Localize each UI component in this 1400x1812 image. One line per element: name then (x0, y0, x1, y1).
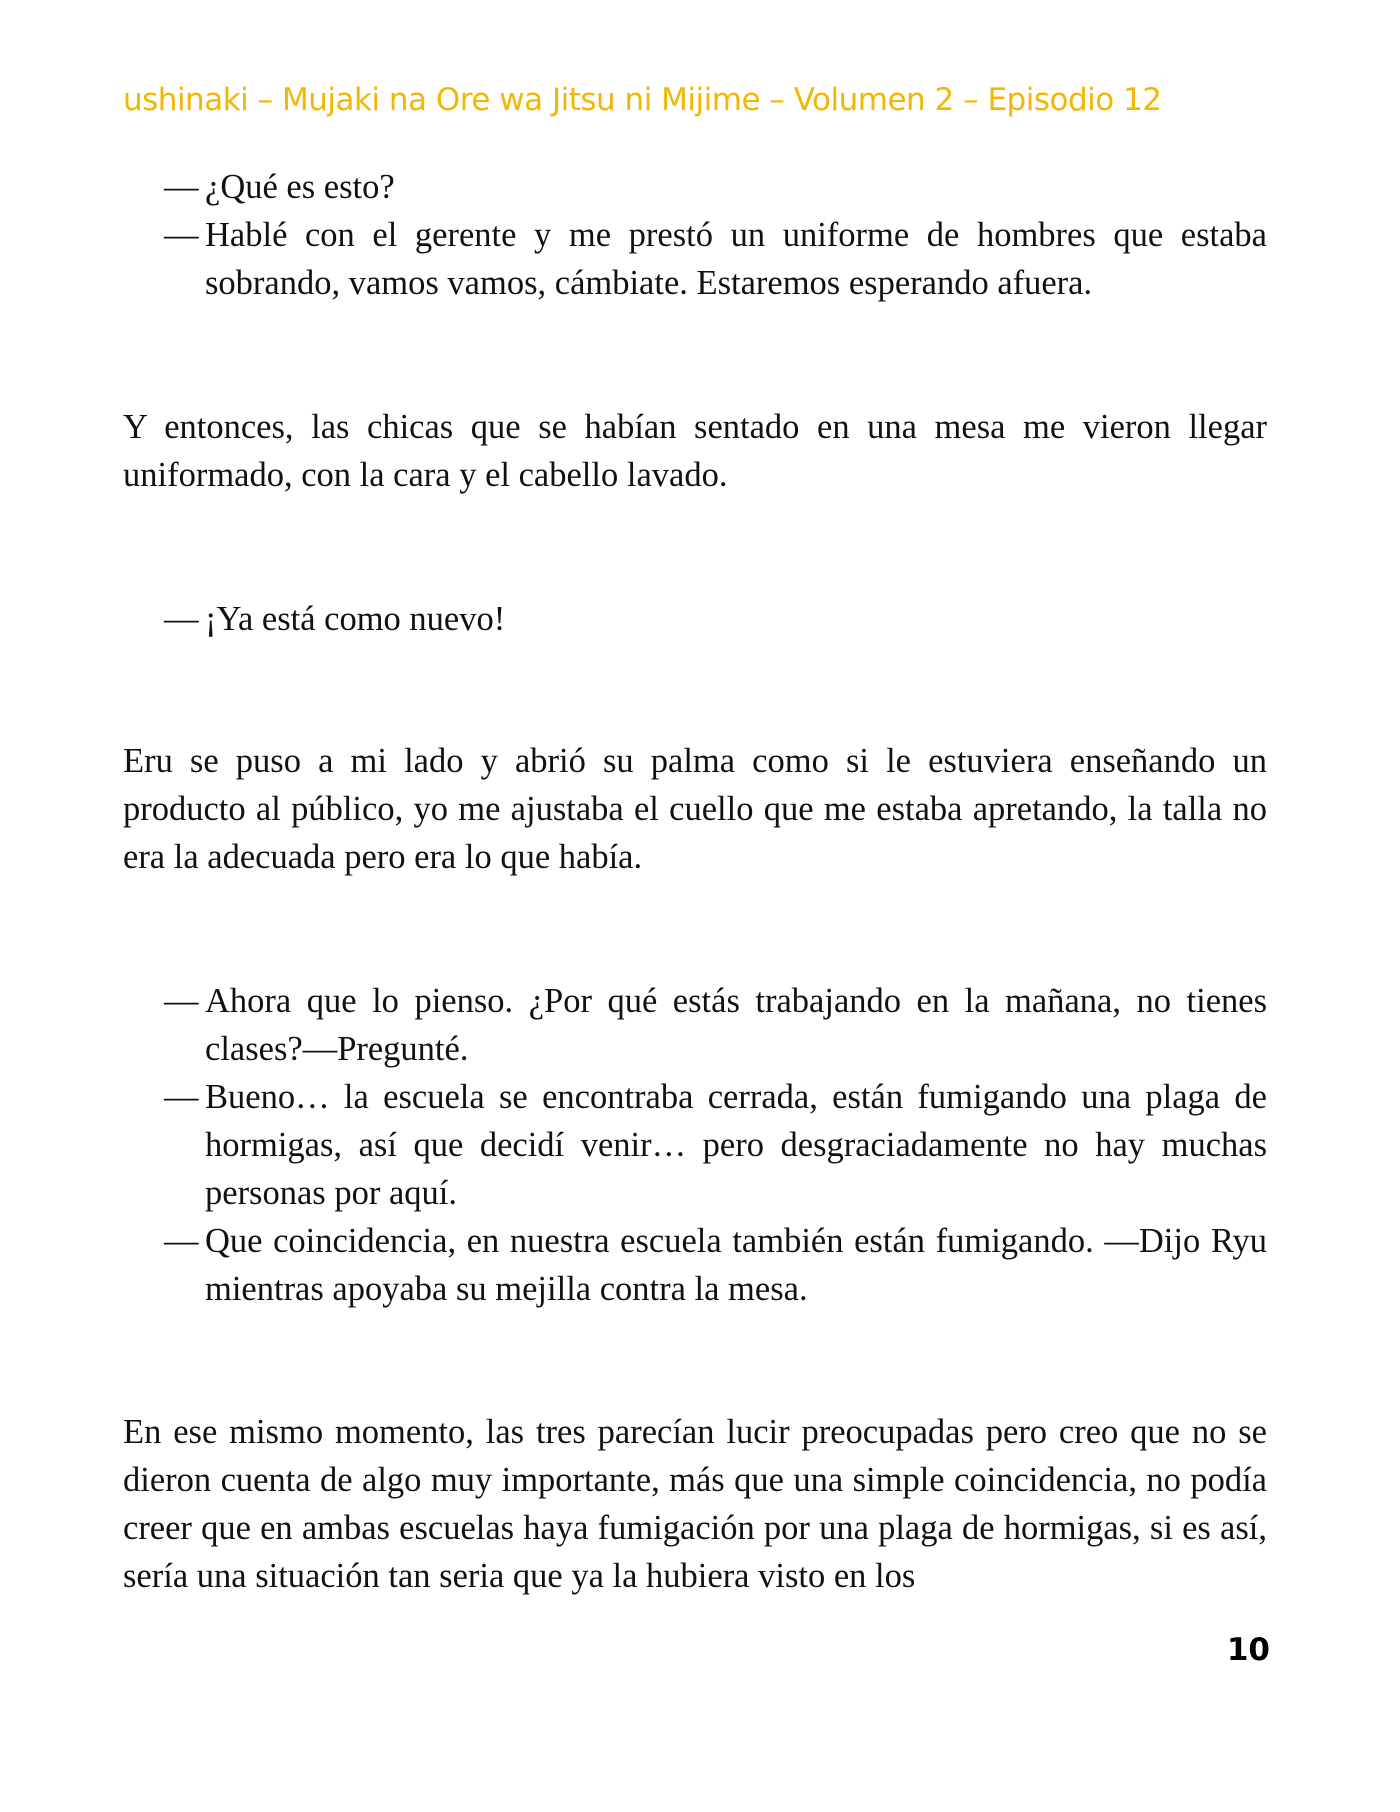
dialogue-text: Bueno… la escuela se encontraba cerrada, están fumigando una plaga de hormigas, así que decidí venir… pero desgraciadamente no hay muchas personas por aquí. (205, 1078, 1267, 1212)
dialogue-dash: — (164, 600, 199, 638)
dialogue-dash: — (164, 982, 199, 1020)
dialogue-block (164, 977, 1267, 1313)
dialogue-dash: — (164, 216, 199, 254)
running-header: ushinaki – Mujaki na Ore wa Jitsu ni Mijime – Volumen 2 – Episodio 12 (123, 82, 1162, 118)
dialogue-dash: — (164, 1222, 199, 1260)
dialogue-block (164, 595, 1267, 643)
paragraph: Eru se puso a mi lado y abrió su palma como si le estuviera enseñando un producto al público, yo me ajustaba el cuello que me estaba apretando, la talla no era la adecuada pero era lo que había. (123, 742, 1267, 876)
dialogue-block (164, 163, 1267, 307)
dialogue-text: ¡Ya está como nuevo! (205, 600, 506, 638)
page-number: 10 (1226, 1632, 1270, 1668)
dialogue-text: Hablé con el gerente y me prestó un uniforme de hombres que estaba sobrando, vamos vamos, cámbiate. Estaremos esperando afuera. (205, 216, 1267, 302)
dialogue-line (164, 1217, 1267, 1313)
dialogue-line (164, 163, 1267, 211)
dialogue-line (164, 211, 1267, 307)
dialogue-dash: — (164, 168, 199, 206)
dialogue-text: ¿Qué es esto? (205, 168, 395, 206)
dialogue-line (164, 1073, 1267, 1217)
dialogue-line (164, 595, 1267, 643)
dialogue-dash: — (164, 1078, 199, 1116)
paragraph: En ese mismo momento, las tres parecían lucir preocupadas pero creo que no se dieron cuenta de algo muy importante, más que una simple coincidencia, no podía creer que en ambas escuelas haya fumigación por una plaga de hormigas, si es así, sería una situación tan seria que ya la hubiera visto en los (123, 1413, 1267, 1595)
paragraph: Y entonces, las chicas que se habían sentado en una mesa me vieron llegar uniformado, con la cara y el cabello lavado. (123, 408, 1267, 494)
dialogue-text: Ahora que lo pienso. ¿Por qué estás trabajando en la mañana, no tienes clases?—Pregunté. (205, 982, 1267, 1068)
dialogue-text: Que coincidencia, en nuestra escuela también están fumigando. —Dijo Ryu mientras apoyaba su mejilla contra la mesa. (205, 1222, 1267, 1308)
dialogue-line (164, 977, 1267, 1073)
